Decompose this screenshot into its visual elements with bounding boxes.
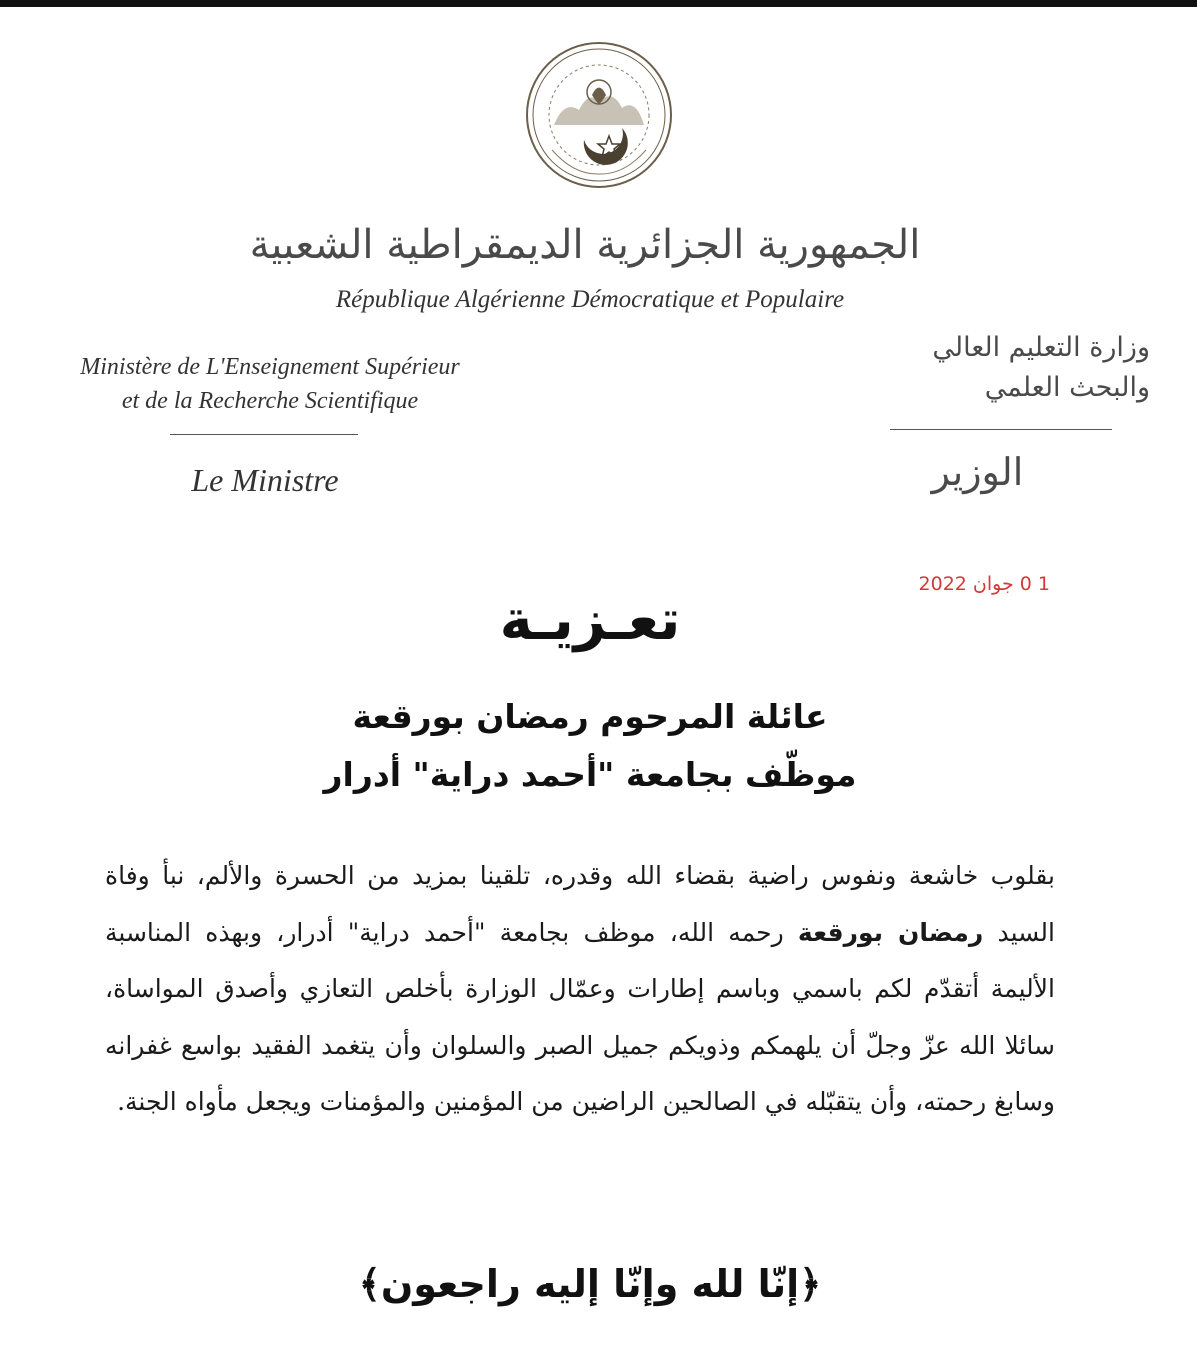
subtitle-line1: عائلة المرحوم رمضان بورقعة bbox=[352, 697, 828, 736]
body-part1: بقلوب خاشعة ونفوس راضية بقضاء الله وقدره، تلقينا بمزيد من الحسرة والألم، نبأ وفاة السيد bbox=[105, 861, 1055, 947]
letter-subtitle bbox=[230, 688, 950, 804]
deceased-name: رمضان بورقعة bbox=[797, 917, 984, 947]
scan-top-border bbox=[0, 0, 1197, 7]
divider-left bbox=[170, 434, 358, 435]
republic-name-arabic: الجمهورية الجزائرية الديمقراطية الشعبية bbox=[249, 222, 921, 268]
national-seal-icon bbox=[524, 40, 674, 190]
date-stamp: 1 0 جوان 2022 bbox=[918, 573, 1050, 595]
letter-title: تعـزيـة bbox=[499, 588, 681, 653]
minister-title-arabic: الوزير bbox=[931, 450, 1024, 494]
ministry-ar-line2: والبحث العلمي bbox=[984, 372, 1150, 403]
closing-verse: ﴿إنّا لله وإنّا إليه راجعون﴾ bbox=[358, 1262, 822, 1306]
minister-title-french: Le Ministre bbox=[191, 462, 339, 498]
subtitle-line2: موظّف بجامعة "أحمد دراية" أدرار bbox=[323, 755, 857, 794]
ministry-name-arabic bbox=[840, 328, 1150, 408]
ministry-fr-line2: et de la Recherche Scientifique bbox=[121, 388, 419, 414]
body-part2: رحمه الله، موظف بجامعة "أحمد دراية" أدرار، وبهذه المناسبة الأليمة أتقدّم لكم باسمي وباسم إطارات وعمّال الوزارة بأخلص التعازي وأصدق المواساة، سائلا الله عزّ وجلّ أن يلهمكم وذويكم جميل الصبر والسلوان وأن يتغمد الفقيد بواسع غفرانه وسابغ رحمته، وأن يتقبّله في الصالحين الراضين من المؤمنين والمؤمنات ويجعل مأواه الجنة. bbox=[105, 917, 1055, 1116]
republic-name-french: République Algérienne Démocratique et Populaire bbox=[335, 286, 845, 313]
divider-right bbox=[890, 429, 1112, 430]
ministry-fr-line1: Ministère de L'Enseignement Supérieur bbox=[80, 354, 460, 380]
letter-body bbox=[105, 848, 1055, 1131]
ministry-name-french bbox=[30, 350, 510, 418]
ministry-ar-line1: وزارة التعليم العالي bbox=[932, 332, 1150, 363]
